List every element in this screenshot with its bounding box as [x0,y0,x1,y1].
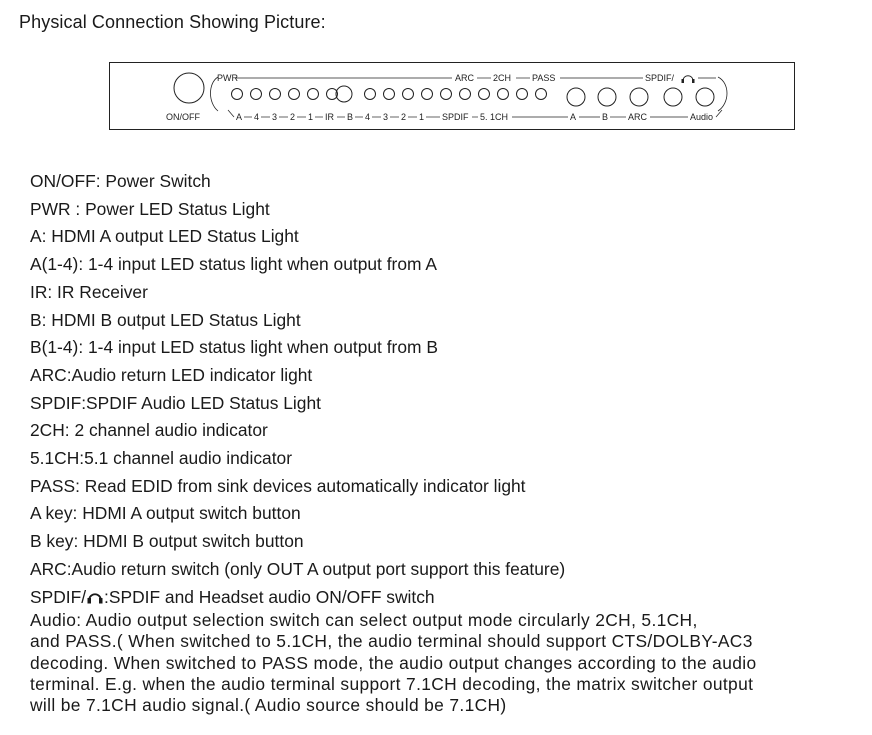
definition-item: ARC:Audio return switch (only OUT A output port support this feature) [30,558,566,579]
led-row [232,86,547,102]
bottom-label-51ch: 5. 1CH [480,112,509,122]
definition-item: ON/OFF: Power Switch [30,171,211,191]
definition-item: SPDIF:SPDIF Audio LED Status Light [30,392,321,413]
definition-item: PWR : Power LED Status Light [30,198,270,219]
led-a3 [289,89,300,100]
headphone-icon [682,76,695,83]
definition-item: PASS: Read EDID from sink devices automatically indicator light [30,475,526,496]
bottom-label-b4: 4 [365,112,371,122]
bottom-label-b: B [347,112,354,122]
audio-paragraph [30,610,870,716]
definition-item: A: HDMI A output LED Status Light [30,226,299,247]
led-spdif [479,89,490,100]
definition-item-spdif [30,584,565,612]
a-key-button [567,88,585,106]
led-51ch [517,89,528,100]
bottom-label-b3: 3 [383,112,389,122]
bottom-label-b2: 2 [401,112,407,122]
led-a [251,89,262,100]
power-switch [174,73,204,103]
definitions-list [30,168,565,611]
definition-item: A(1-4): 1-4 input LED status light when output from A [30,254,437,275]
spdif-prefix: SPDIF/ [30,586,87,607]
spdif-suffix: :SPDIF and Headset audio ON/OFF switch [104,586,435,607]
led-2ch [498,89,509,100]
bottom-label-a3: 3 [272,112,278,122]
2ch-label: 2CH [493,73,512,83]
front-panel-diagram [109,62,795,130]
led-b1 [441,89,452,100]
audio-button [696,88,714,106]
bottom-label-a2: 2 [290,112,296,122]
bottom-label-arc: ARC [628,112,648,122]
ir-receiver [336,86,352,102]
led-b4 [384,89,395,100]
led-a4 [270,89,281,100]
bottom-label-b-key: B [602,112,609,122]
headphone-icon [87,590,103,604]
spdif-headset-button [664,88,682,106]
spdif-label: SPDIF/ [645,73,675,83]
right-bracket [718,77,727,111]
bottom-label-audio: Audio [690,112,714,122]
front-panel-svg [110,63,796,131]
pwr-label: PWR [217,73,238,83]
bottom-label-ir: IR [325,112,334,122]
definition-item: ARC:Audio return LED indicator light [30,364,313,385]
onoff-label: ON/OFF [166,112,200,122]
led-pwr [232,89,243,100]
button-row [567,88,714,106]
definition-item: IR: IR Receiver [30,281,148,302]
pass-label: PASS [532,73,556,83]
paragraph-line: Audio: Audio output selection switch can select output mode circularly 2CH, 5.1CH, [30,610,698,630]
paragraph-line: decoding. When switched to PASS mode, the audio output changes according to the audio [30,652,757,673]
led-a2 [308,89,319,100]
led-b [365,89,376,100]
bottom-label-a4: 4 [254,112,260,122]
bottom-label-a-key: A [570,112,577,122]
definition-item: B(1-4): 1-4 input LED status light when output from B [30,337,438,358]
led-pass [536,89,547,100]
paragraph-line: and PASS.( When switched to 5.1CH, the audio terminal should support CTS/DOLBY-AC3 [30,631,753,652]
led-b3 [403,89,414,100]
definition-item: B key: HDMI B output switch button [30,531,304,552]
led-arc [460,89,471,100]
page-title: Physical Connection Showing Picture: [19,12,326,32]
bottom-label-b1: 1 [419,112,425,122]
bottom-label-a1: 1 [308,112,314,122]
arc-switch-button [630,88,648,106]
arc-label: ARC [455,73,475,83]
definition-item: 5.1CH:5.1 channel audio indicator [30,448,292,469]
b-key-button [598,88,616,106]
paragraph-line: will be 7.1CH audio signal.( Audio source should be 7.1CH) [30,695,507,716]
bottom-label-a: A [236,112,243,122]
led-b2 [422,89,433,100]
bottom-label-spdif: SPDIF [442,112,469,122]
definition-item: 2CH: 2 channel audio indicator [30,420,268,441]
definition-item: A key: HDMI A output switch button [30,503,301,524]
definition-item: B: HDMI B output LED Status Light [30,309,301,330]
paragraph-line: terminal. E.g. when the audio terminal support 7.1CH decoding, the matrix switcher output [30,673,754,694]
